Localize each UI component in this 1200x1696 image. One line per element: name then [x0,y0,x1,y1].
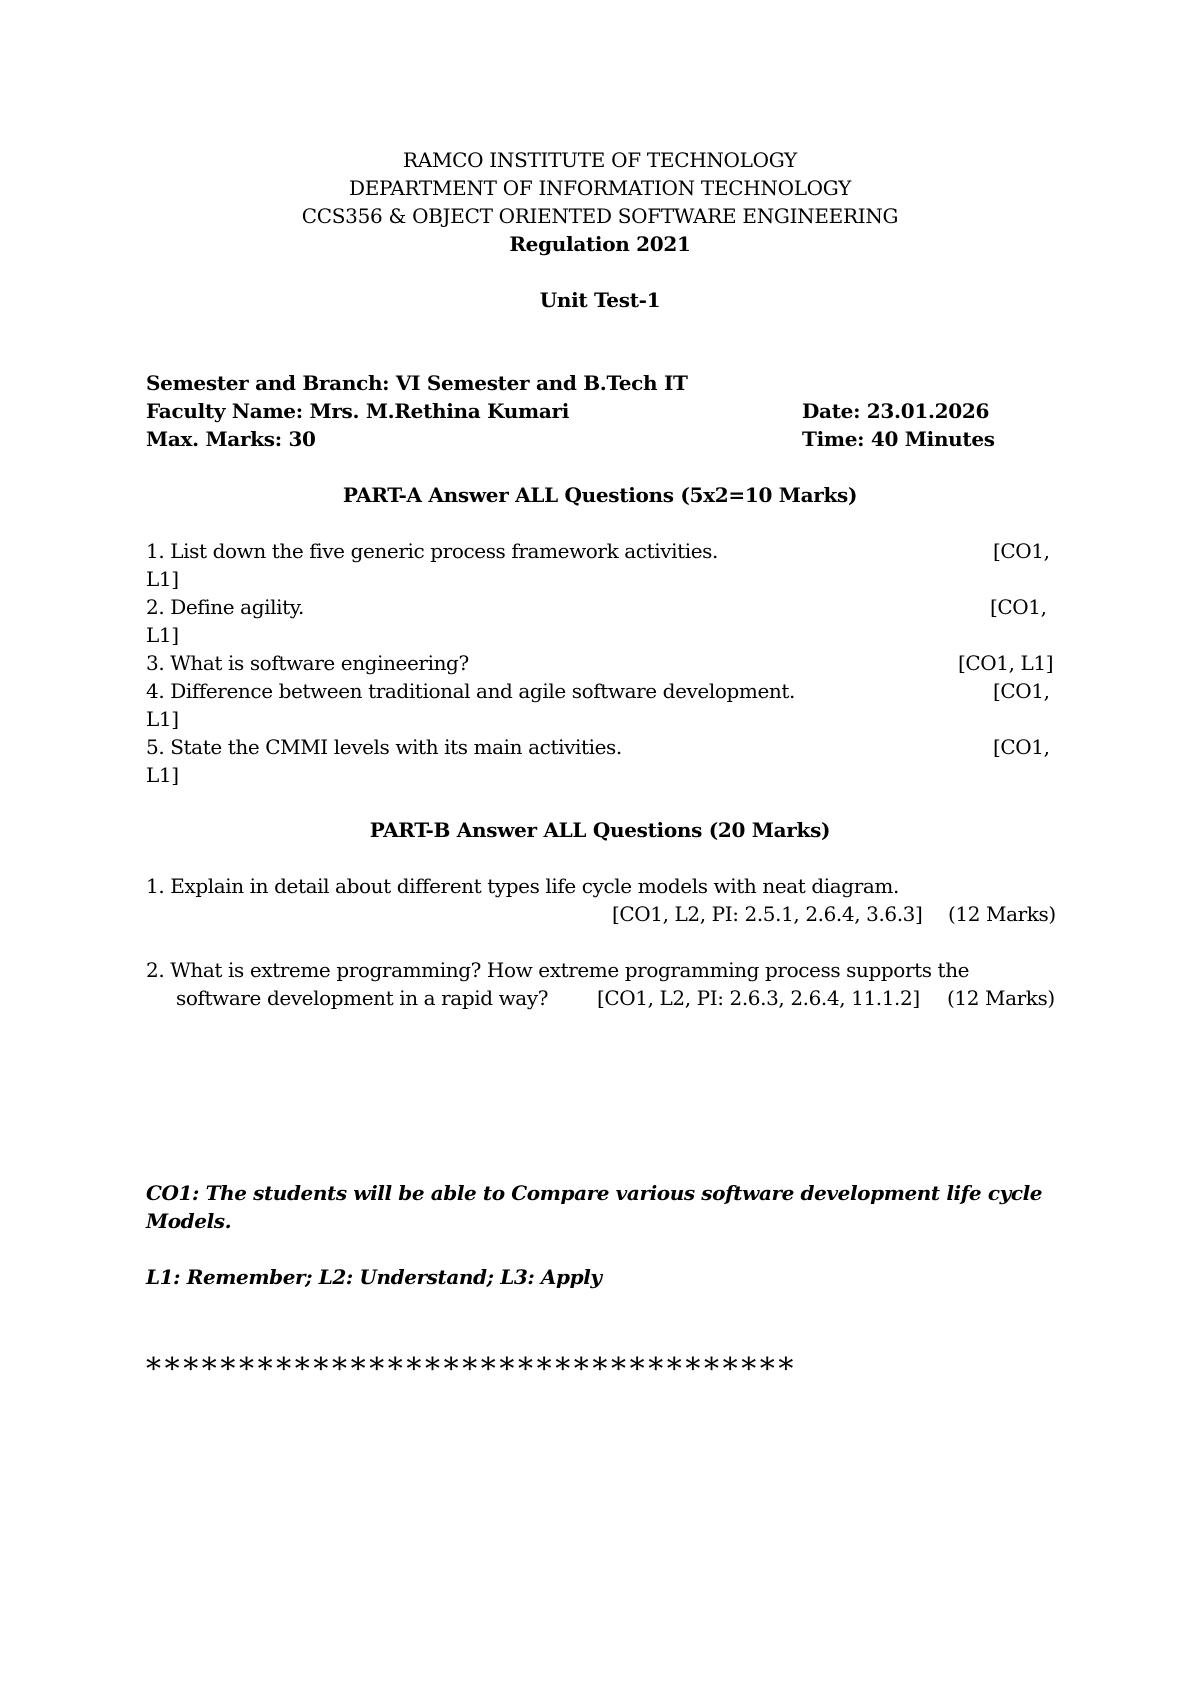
faculty-name: Faculty Name: Mrs. M.Rethina Kumari [146,399,570,423]
department-name: DEPARTMENT OF INFORMATION TECHNOLOGY [349,176,851,200]
course-outcome-tag: [CO1, [993,735,1050,759]
end-of-paper-divider: *********************************** [146,1352,797,1387]
part-a-title: PART-A Answer ALL Questions (5x2=10 Marks) [342,483,858,507]
part-b-title: PART-B Answer ALL Questions (20 Marks) [369,818,831,842]
course-outcome-statement: CO1: The students will be able to Compare various software development life cycle [146,1181,1043,1205]
test-title: Unit Test-1 [539,288,661,312]
part-b-question-1: 1. Explain in detail about different types life cycle models with neat diagram. [146,874,899,898]
semester-branch: Semester and Branch: VI Semester and B.Tech IT [146,371,688,395]
max-marks: Max. Marks: 30 [146,427,316,451]
part-a-question: 5. State the CMMI levels with its main activities. [146,735,622,759]
course-outcome-tag: [CO1, L1] [958,651,1054,675]
exam-date: Date: 23.01.2026 [802,399,990,423]
part-a-question: 1. List down the five generic process framework activities. [146,539,719,563]
institute-name: RAMCO INSTITUTE OF TECHNOLOGY [403,148,797,172]
knowledge-levels: L1: Remember; L2: Understand; L3: Apply [146,1265,602,1289]
exam-time: Time: 40 Minutes [802,427,995,451]
course-outcome-tag-wrap: L1] [146,623,179,647]
part-a-question: 4. Difference between traditional and agile software development. [146,679,795,703]
course-outcome-tag: [CO1, [990,595,1047,619]
marks-label: (12 Marks) [947,986,1055,1010]
part-b-question-2: 2. What is extreme programming? How extreme programming process supports the [146,958,970,982]
course-outcome-tag: [CO1, [993,679,1050,703]
course-outcome-statement-continuation: Models. [146,1209,232,1233]
part-a-question: 3. What is software engineering? [146,651,469,675]
course-title: CCS356 & OBJECT ORIENTED SOFTWARE ENGINEERING [301,204,899,228]
course-outcome-tag-wrap: L1] [146,707,179,731]
course-outcome-tag: [CO1, L2, PI: 2.6.3, 2.6.4, 11.1.2] [597,986,920,1010]
marks-label: (12 Marks) [948,902,1056,926]
course-outcome-tag: [CO1, L2, PI: 2.5.1, 2.6.4, 3.6.3] [612,902,923,926]
course-outcome-tag-wrap: L1] [146,763,179,787]
course-outcome-tag-wrap: L1] [146,567,179,591]
part-a-question: 2. Define agility. [146,595,304,619]
course-outcome-tag: [CO1, [993,539,1050,563]
regulation: Regulation 2021 [509,232,691,256]
part-b-question-2-continuation: software development in a rapid way? [176,986,549,1010]
